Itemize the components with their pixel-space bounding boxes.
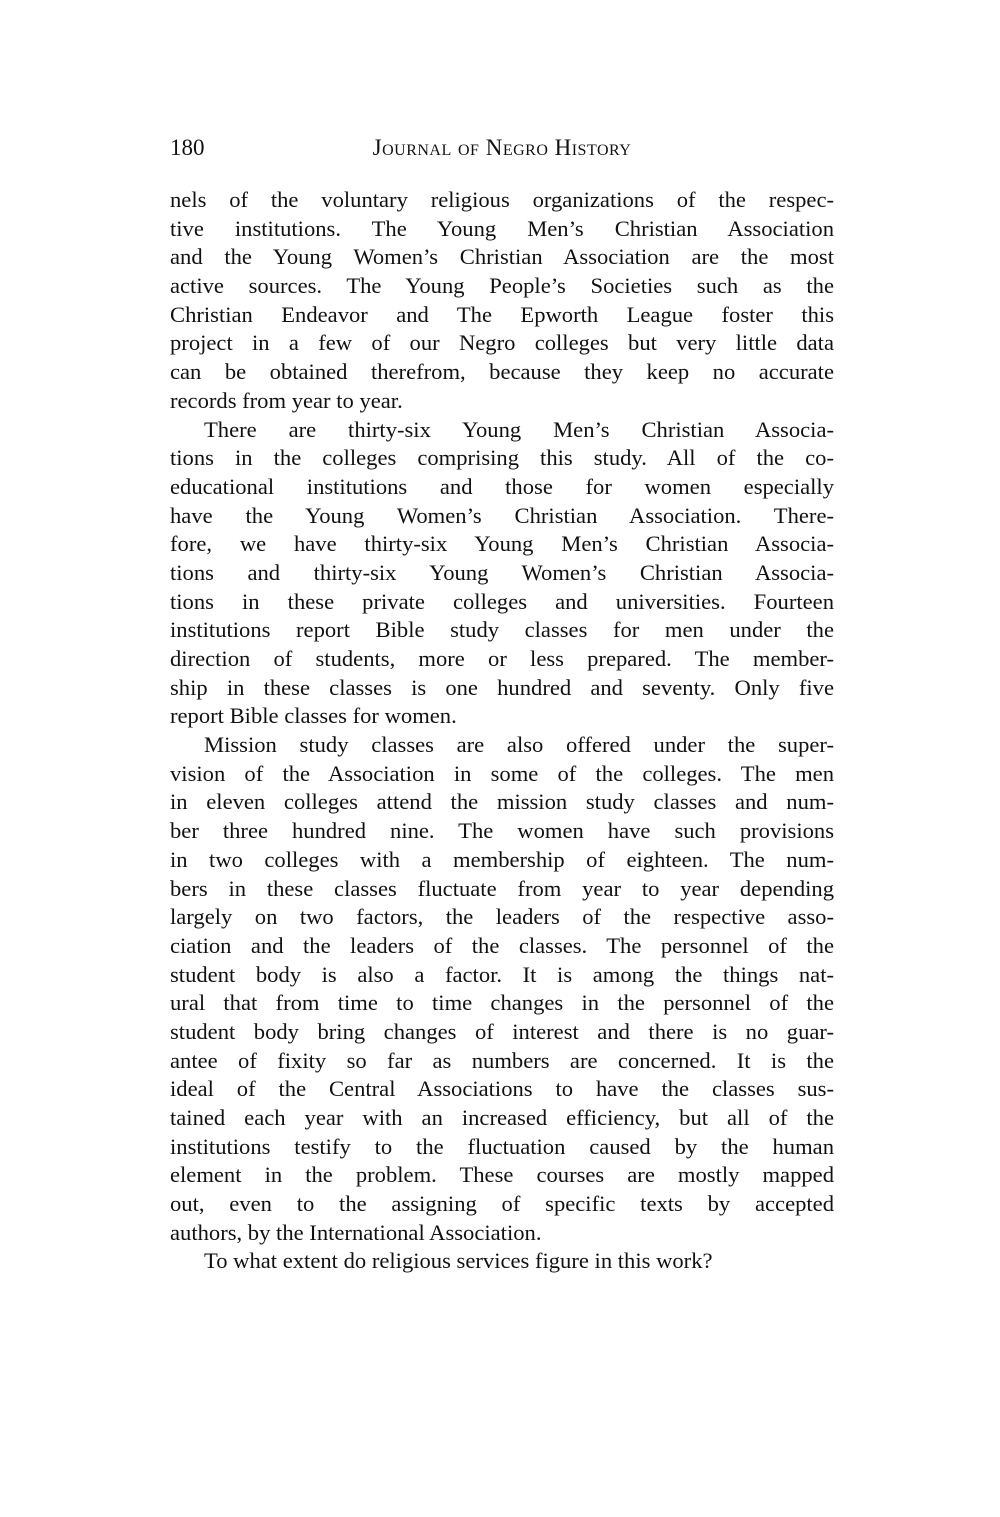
paragraph-3 [170,731,834,1247]
body-text [170,186,834,1276]
text-line: project in a few of our Negro colleges but very little data [170,330,834,356]
text-line: largely on two factors, the leaders of the respective asso- [170,904,834,930]
page-number: 180 [170,135,205,160]
running-head [170,135,834,169]
text-line: tions in these private colleges and universities. Fourteen [170,588,834,614]
text-line: antee of fixity so far as numbers are concerned. It is the [170,1047,834,1073]
text-line: ciation and the leaders of the classes. The personnel of the [170,932,834,958]
text-line: educational institutions and those for women especially [170,473,834,499]
text-line: tions and thirty-six Young Women’s Christian Associa- [170,559,834,585]
text-line: tained each year with an increased efficiency, but all of the [170,1105,834,1130]
journal-title: Journal of Negro History [372,135,632,160]
text-line: ural that from time to time changes in the personnel of the [170,990,834,1016]
paragraph-2 [170,416,834,732]
text-line: vision of the Association in some of the colleges. The men [170,760,834,786]
text-line: student body bring changes of interest and there is no guar- [170,1018,834,1044]
text-line: ideal of the Central Associations to have the classes sus- [170,1076,834,1102]
text-line: can be obtained therefrom, because they keep no accurate [170,359,834,385]
text-line: Mission study classes are also offered under the super- [204,732,834,758]
text-line: institutions testify to the fluctuation caused by the human [170,1133,834,1159]
text-line: nels of the voluntary religious organizations of the respec- [170,187,834,212]
text-line: bers in these classes fluctuate from year to year depending [170,875,834,901]
text-line: Christian Endeavor and The Epworth League foster this [170,301,834,327]
paragraph-4 [170,1247,834,1276]
text-line: direction of students, more or less prepared. The member- [170,646,834,671]
text-line: in two colleges with a membership of eighteen. The num- [170,846,834,872]
text-line: tions in the colleges comprising this study. All of the co- [170,445,834,471]
text-line: element in the problem. These courses are mostly mapped [170,1162,834,1188]
text-line: records from year to year. [170,387,403,413]
text-line: in eleven colleges attend the mission study classes and num- [170,789,834,815]
text-line: active sources. The Young People’s Societies such as the [170,273,834,299]
text-line: To what extent do religious services figure in this work? [204,1248,713,1274]
text-line: There are thirty-six Young Men’s Christian Associa- [204,416,834,442]
text-line: student body is also a factor. It is among the things nat- [170,961,834,987]
text-line: and the Young Women’s Christian Association are the most [170,244,834,270]
text-line: institutions report Bible study classes for men under the [170,617,834,643]
text-line: have the Young Women’s Christian Association. There- [170,502,834,528]
text-line: fore, we have thirty-six Young Men’s Christian Associa- [170,531,834,557]
text-line: report Bible classes for women. [170,703,457,729]
paragraph-1 [170,186,834,416]
text-line: ber three hundred nine. The women have such provisions [170,818,834,844]
text-line: tive institutions. The Young Men’s Christian Association [170,215,834,241]
text-line: authors, by the International Association. [170,1219,542,1245]
text-line: ship in these classes is one hundred and seventy. Only five [170,674,834,700]
text-line: out, even to the assigning of specific texts by accepted [170,1191,834,1217]
